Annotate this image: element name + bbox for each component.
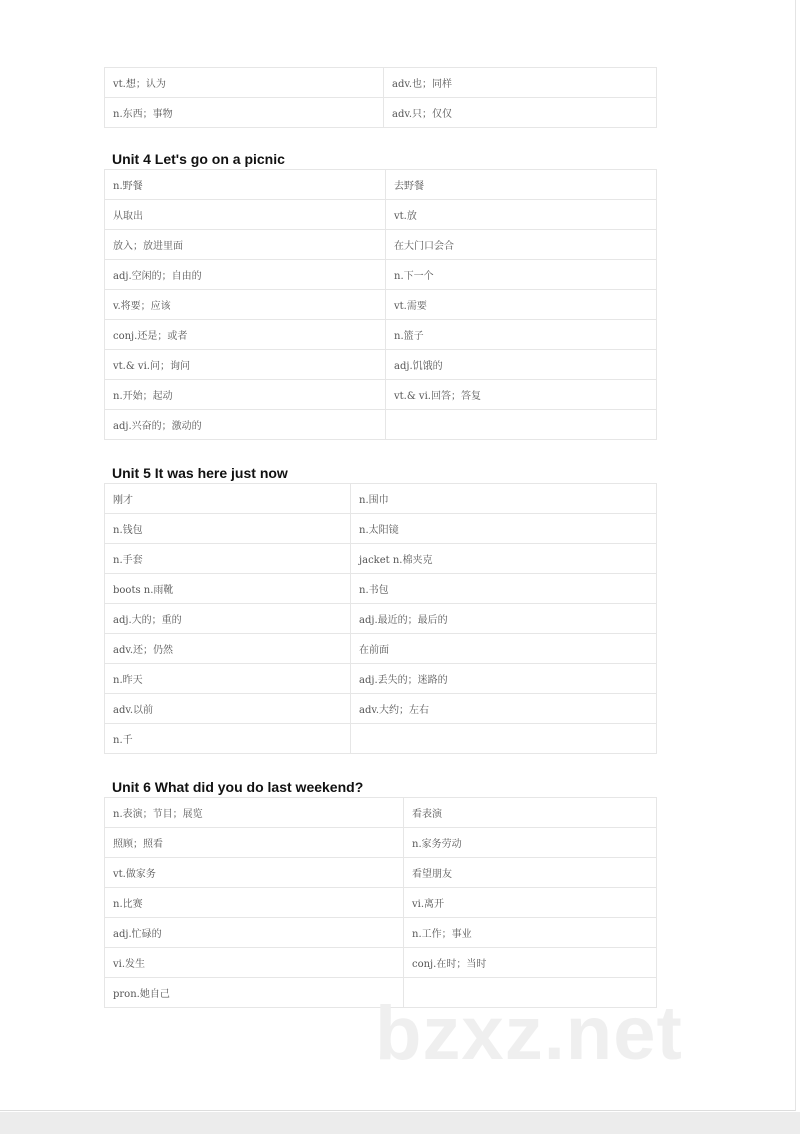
table-cell: n.下一个	[386, 260, 657, 290]
table-row	[105, 170, 657, 200]
table-row	[105, 694, 657, 724]
table-cell: n.野餐	[105, 170, 386, 200]
table-cell: n.家务劳动	[404, 828, 657, 858]
table-row	[105, 798, 657, 828]
table-cell: n.千	[105, 724, 351, 754]
table-cell: pron.她自己	[105, 978, 404, 1008]
table-row	[105, 290, 657, 320]
table-cell: vt.放	[386, 200, 657, 230]
table-cell	[386, 410, 657, 440]
table-cell: 去野餐	[386, 170, 657, 200]
section-unit3-tail	[104, 67, 657, 128]
table-cell: vi.离开	[404, 888, 657, 918]
table-cell: adj.忙碌的	[105, 918, 404, 948]
table-row	[105, 604, 657, 634]
table-row	[105, 948, 657, 978]
unit-heading: Unit 5 It was here just now	[112, 465, 288, 481]
table-cell: 看望朋友	[404, 858, 657, 888]
table-cell: 从取出	[105, 200, 386, 230]
table-cell: 放入；放进里面	[105, 230, 386, 260]
table-row	[105, 574, 657, 604]
vocab-table	[104, 483, 657, 754]
table-row	[105, 350, 657, 380]
table-cell: vt.& vi.回答；答复	[386, 380, 657, 410]
table-cell: adj.饥饿的	[386, 350, 657, 380]
table-cell: n.工作；事业	[404, 918, 657, 948]
table-cell: conj.还是；或者	[105, 320, 386, 350]
table-cell: adj.最近的；最后的	[351, 604, 657, 634]
table-row	[105, 410, 657, 440]
table-cell: adv.也；同样	[384, 68, 657, 98]
table-row	[105, 634, 657, 664]
vocab-table	[104, 169, 657, 440]
page-bottom-strip	[0, 1112, 800, 1134]
table-cell: adj.丢失的；迷路的	[351, 664, 657, 694]
table-row	[105, 260, 657, 290]
table-row	[105, 380, 657, 410]
table-cell: 在大门口会合	[386, 230, 657, 260]
table-cell: n.昨天	[105, 664, 351, 694]
table-cell: adj.大的；重的	[105, 604, 351, 634]
section-unit4	[104, 152, 657, 440]
table-cell: jacket n.棉夹克	[351, 544, 657, 574]
table-cell: adv.只；仅仅	[384, 98, 657, 128]
table-row	[105, 200, 657, 230]
table-cell: v.将要；应该	[105, 290, 386, 320]
table-cell: 在前面	[351, 634, 657, 664]
table-row	[105, 918, 657, 948]
table-row	[105, 888, 657, 918]
table-cell: n.太阳镜	[351, 514, 657, 544]
table-cell: n.东西；事物	[105, 98, 384, 128]
table-row	[105, 230, 657, 260]
section-unit6	[104, 780, 657, 1008]
table-cell: n.书包	[351, 574, 657, 604]
table-cell: adv.还；仍然	[105, 634, 351, 664]
table-row	[105, 484, 657, 514]
table-row	[105, 724, 657, 754]
table-cell: vt.想；认为	[105, 68, 384, 98]
table-cell: n.围巾	[351, 484, 657, 514]
table-row	[105, 98, 657, 128]
table-cell: 照顾；照看	[105, 828, 404, 858]
table-row	[105, 514, 657, 544]
table-row	[105, 664, 657, 694]
table-row	[105, 858, 657, 888]
table-cell: n.比赛	[105, 888, 404, 918]
unit-heading: Unit 4 Let's go on a picnic	[112, 151, 285, 167]
table-cell: n.钱包	[105, 514, 351, 544]
table-row	[105, 68, 657, 98]
table-row	[105, 320, 657, 350]
table-cell: vt.做家务	[105, 858, 404, 888]
table-cell: adj.空闲的；自由的	[105, 260, 386, 290]
table-cell: adv.以前	[105, 694, 351, 724]
table-cell: 刚才	[105, 484, 351, 514]
table-cell: n.篮子	[386, 320, 657, 350]
table-row	[105, 544, 657, 574]
table-cell: vt.& vi.问；询问	[105, 350, 386, 380]
watermark: bzxz.net	[375, 991, 683, 1076]
section-unit5	[104, 466, 657, 754]
table-cell: 看表演	[404, 798, 657, 828]
table-row	[105, 828, 657, 858]
table-cell: n.手套	[105, 544, 351, 574]
table-cell: adj.兴奋的；激动的	[105, 410, 386, 440]
table-cell: n.开始；起动	[105, 380, 386, 410]
table-cell: adv.大约；左右	[351, 694, 657, 724]
table-cell: n.表演；节目；展览	[105, 798, 404, 828]
unit-heading: Unit 6 What did you do last weekend?	[112, 779, 364, 795]
table-cell: conj.在时；当时	[404, 948, 657, 978]
table-cell	[351, 724, 657, 754]
table-cell: vi.发生	[105, 948, 404, 978]
vocab-table	[104, 67, 657, 128]
table-cell: boots n.雨靴	[105, 574, 351, 604]
vocab-table	[104, 797, 657, 1008]
table-cell: vt.需要	[386, 290, 657, 320]
